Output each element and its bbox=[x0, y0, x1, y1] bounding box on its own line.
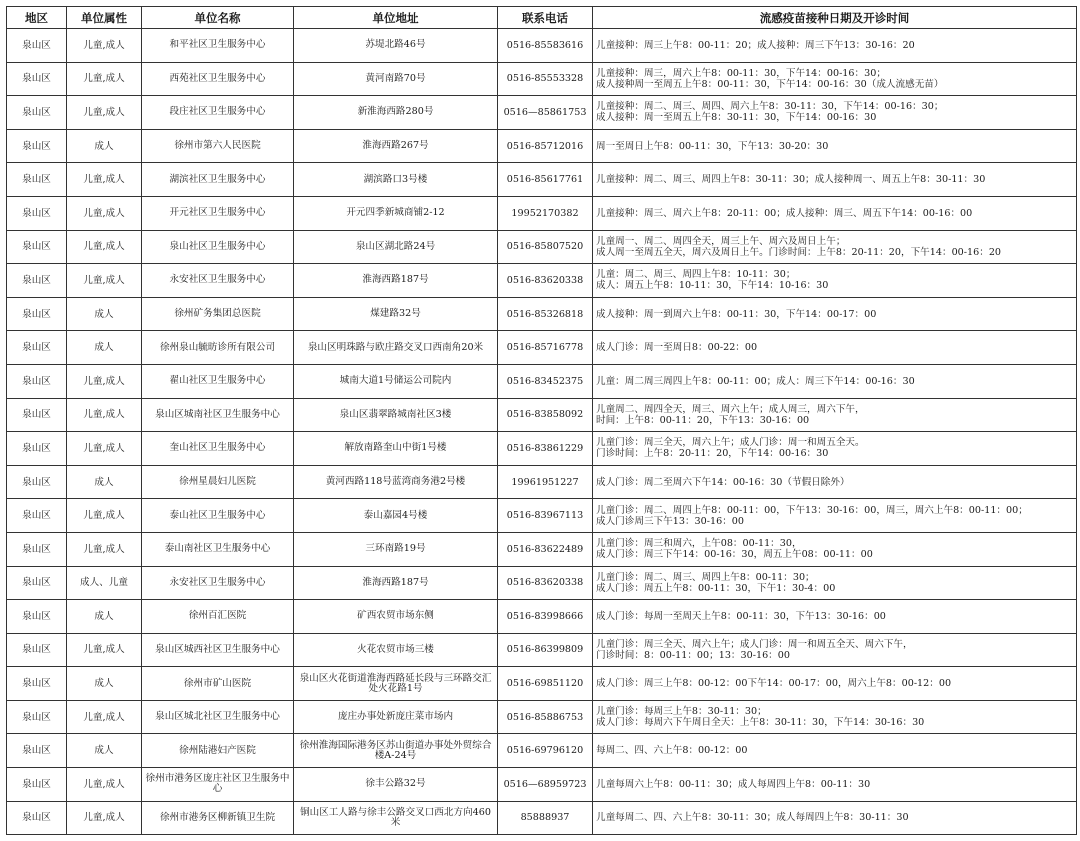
table-row bbox=[7, 499, 1077, 533]
address-cell: 淮海西路187号 bbox=[294, 566, 498, 600]
table-row bbox=[7, 667, 1077, 701]
schedule-cell: 儿童接种：周三上午8：00-11：20；成人接种：周三下午13：30-16：20 bbox=[593, 29, 1077, 63]
type-cell: 儿童,成人 bbox=[67, 768, 142, 802]
schedule-cell: 成人门诊：周三上午8：00-12：00下午14：00-17：00，周六上午8：00-12：00 bbox=[593, 667, 1077, 701]
name-cell: 泰山社区卫生服务中心 bbox=[142, 499, 294, 533]
district-cell: 泉山区 bbox=[7, 364, 67, 398]
type-cell: 儿童,成人 bbox=[67, 700, 142, 734]
type-cell: 儿童,成人 bbox=[67, 532, 142, 566]
address-cell: 火花农贸市场三楼 bbox=[294, 633, 498, 667]
address-cell: 徐丰公路32号 bbox=[294, 768, 498, 802]
table-row bbox=[7, 196, 1077, 230]
type-cell: 儿童,成人 bbox=[67, 801, 142, 835]
header-schedule: 流感疫苗接种日期及开诊时间 bbox=[593, 7, 1077, 29]
name-cell: 泉山区城西社区卫生服务中心 bbox=[142, 633, 294, 667]
schedule-cell: 儿童每周六上午8：00-11：30；成人每周四上午8：00-11：30 bbox=[593, 768, 1077, 802]
table-row bbox=[7, 801, 1077, 835]
phone-cell: 19952170382 bbox=[498, 196, 593, 230]
type-cell: 儿童,成人 bbox=[67, 364, 142, 398]
address-cell: 庞庄办事处新庞庄菜市场内 bbox=[294, 700, 498, 734]
address-cell: 泉山区火花街道淮海西路延长段与三环路交汇处火花路1号 bbox=[294, 667, 498, 701]
address-cell: 泉山区明珠路与欧庄路交叉口西南角20米 bbox=[294, 331, 498, 365]
table-row bbox=[7, 566, 1077, 600]
type-cell: 成人 bbox=[67, 331, 142, 365]
schedule-cell: 儿童每周二、四、六上午8：30-11：30；成人每周四上午8：30-11：30 bbox=[593, 801, 1077, 835]
address-cell: 城南大道1号储运公司院内 bbox=[294, 364, 498, 398]
phone-cell: 0516-83452375 bbox=[498, 364, 593, 398]
address-cell: 淮海西路267号 bbox=[294, 129, 498, 163]
district-cell: 泉山区 bbox=[7, 499, 67, 533]
schedule-cell: 儿童周一、周二、周四全天，周三上午、周六及周日上午； 成人周一至周五全天，周六及周日上午。门诊时间：上午8：20-11：20，下午14：00-16：20 bbox=[593, 230, 1077, 264]
type-cell: 儿童,成人 bbox=[67, 432, 142, 466]
table-body bbox=[7, 29, 1077, 835]
district-cell: 泉山区 bbox=[7, 163, 67, 197]
type-cell: 儿童,成人 bbox=[67, 264, 142, 298]
address-cell: 矿西农贸市场东侧 bbox=[294, 600, 498, 634]
table-row bbox=[7, 432, 1077, 466]
schedule-cell: 儿童：周二周三周四上午8：00-11：00；成人：周三下午14：00-16：30 bbox=[593, 364, 1077, 398]
table-row bbox=[7, 364, 1077, 398]
type-cell: 成人 bbox=[67, 297, 142, 331]
type-cell: 儿童,成人 bbox=[67, 29, 142, 63]
district-cell: 泉山区 bbox=[7, 196, 67, 230]
phone-cell: 0516-85886753 bbox=[498, 700, 593, 734]
district-cell: 泉山区 bbox=[7, 62, 67, 96]
district-cell: 泉山区 bbox=[7, 532, 67, 566]
phone-cell: 0516-85712016 bbox=[498, 129, 593, 163]
type-cell: 成人 bbox=[67, 734, 142, 768]
table-row bbox=[7, 532, 1077, 566]
name-cell: 徐州市第六人民医院 bbox=[142, 129, 294, 163]
type-cell: 成人 bbox=[67, 129, 142, 163]
table-row bbox=[7, 96, 1077, 130]
name-cell: 徐州市矿山医院 bbox=[142, 667, 294, 701]
vaccination-sites-sheet bbox=[6, 6, 1076, 835]
address-cell: 苏堤北路46号 bbox=[294, 29, 498, 63]
table-row bbox=[7, 398, 1077, 432]
district-cell: 泉山区 bbox=[7, 768, 67, 802]
district-cell: 泉山区 bbox=[7, 600, 67, 634]
schedule-cell: 成人门诊：周二至周六下午14：00-16：30（节假日除外） bbox=[593, 465, 1077, 499]
phone-cell: 0516-86399809 bbox=[498, 633, 593, 667]
address-cell: 黄河南路70号 bbox=[294, 62, 498, 96]
schedule-cell: 儿童接种：周三，周六上午8：00-11：30，下午14：00-16：30； 成人接种周一至周五上午8：00-11：30，下午14：00-16：30（成人流感无苗） bbox=[593, 62, 1077, 96]
phone-cell: 85888937 bbox=[498, 801, 593, 835]
address-cell: 黄河西路118号蓝湾商务港2号楼 bbox=[294, 465, 498, 499]
district-cell: 泉山区 bbox=[7, 398, 67, 432]
phone-cell: 0516-85583616 bbox=[498, 29, 593, 63]
address-cell: 淮海西路187号 bbox=[294, 264, 498, 298]
district-cell: 泉山区 bbox=[7, 667, 67, 701]
name-cell: 西苑社区卫生服务中心 bbox=[142, 62, 294, 96]
name-cell: 徐州市港务区柳新镇卫生院 bbox=[142, 801, 294, 835]
schedule-cell: 儿童门诊：周三全天，周六上午；成人门诊：周一和周五全天。 门诊时间：上午8：20-11：20，下午14：00-16：30 bbox=[593, 432, 1077, 466]
table-row bbox=[7, 264, 1077, 298]
table-row bbox=[7, 633, 1077, 667]
address-cell: 新淮海西路280号 bbox=[294, 96, 498, 130]
district-cell: 泉山区 bbox=[7, 331, 67, 365]
address-cell: 泉山区湖北路24号 bbox=[294, 230, 498, 264]
type-cell: 成人 bbox=[67, 465, 142, 499]
name-cell: 泉山区城北社区卫生服务中心 bbox=[142, 700, 294, 734]
schedule-cell: 儿童接种：周二、周三、周四、周六上午8：30-11：30，下午14：00-16：30； 成人接种：周一至周五上午8：30-11：30，下午14：00-16：30 bbox=[593, 96, 1077, 130]
type-cell: 儿童,成人 bbox=[67, 398, 142, 432]
phone-cell: 0516-83998666 bbox=[498, 600, 593, 634]
district-cell: 泉山区 bbox=[7, 432, 67, 466]
district-cell: 泉山区 bbox=[7, 566, 67, 600]
type-cell: 儿童,成人 bbox=[67, 230, 142, 264]
address-cell: 泰山嘉园4号楼 bbox=[294, 499, 498, 533]
district-cell: 泉山区 bbox=[7, 29, 67, 63]
phone-cell: 0516-69796120 bbox=[498, 734, 593, 768]
name-cell: 徐州矿务集团总医院 bbox=[142, 297, 294, 331]
name-cell: 永安社区卫生服务中心 bbox=[142, 264, 294, 298]
schedule-cell: 儿童门诊：每周三上午8：30-11：30； 成人门诊：每周六下午周日全天：上午8：30-11：30，下午14：30-16：30 bbox=[593, 700, 1077, 734]
schedule-cell: 儿童周二、周四全天，周三、周六上午；成人周三，周六下午， 时间：上午8：00-11：20，下午13：30-16：00 bbox=[593, 398, 1077, 432]
phone-cell: 0516-83858092 bbox=[498, 398, 593, 432]
schedule-cell: 儿童门诊：周三全天、周六上午；成人门诊：周一和周五全天、周六下午， 门诊时间：8：00-11：00；13：30-16：00 bbox=[593, 633, 1077, 667]
name-cell: 徐州市港务区庞庄社区卫生服务中心 bbox=[142, 768, 294, 802]
phone-cell: 0516-83620338 bbox=[498, 264, 593, 298]
schedule-cell: 儿童接种：周二、周三、周四上午8：30-11：30；成人接种周一、周五上午8：30-11：30 bbox=[593, 163, 1077, 197]
table-row bbox=[7, 600, 1077, 634]
phone-cell: 0516-69851120 bbox=[498, 667, 593, 701]
table-row bbox=[7, 29, 1077, 63]
district-cell: 泉山区 bbox=[7, 633, 67, 667]
phone-cell: 0516-83861229 bbox=[498, 432, 593, 466]
name-cell: 段庄社区卫生服务中心 bbox=[142, 96, 294, 130]
district-cell: 泉山区 bbox=[7, 700, 67, 734]
schedule-cell: 成人门诊：周一至周日8：00-22：00 bbox=[593, 331, 1077, 365]
address-cell: 三环南路19号 bbox=[294, 532, 498, 566]
type-cell: 儿童,成人 bbox=[67, 633, 142, 667]
address-cell: 煤建路32号 bbox=[294, 297, 498, 331]
phone-cell: 0516-83620338 bbox=[498, 566, 593, 600]
schedule-cell: 周一至周日上午8：00-11：30，下午13：30-20：30 bbox=[593, 129, 1077, 163]
schedule-cell: 儿童：周二、周三、周四上午8：10-11：30； 成人：周五上午8：10-11：30，下午14：10-16：30 bbox=[593, 264, 1077, 298]
district-cell: 泉山区 bbox=[7, 801, 67, 835]
name-cell: 永安社区卫生服务中心 bbox=[142, 566, 294, 600]
address-cell: 湖滨路口3号楼 bbox=[294, 163, 498, 197]
name-cell: 和平社区卫生服务中心 bbox=[142, 29, 294, 63]
schedule-cell: 儿童接种：周三、周六上午8：20-11：00；成人接种：周三、周五下午14：00-16：00 bbox=[593, 196, 1077, 230]
header-type: 单位属性 bbox=[67, 7, 142, 29]
table-row bbox=[7, 297, 1077, 331]
address-cell: 解放南路奎山中街1号楼 bbox=[294, 432, 498, 466]
phone-cell: 0516-83967113 bbox=[498, 499, 593, 533]
type-cell: 儿童,成人 bbox=[67, 196, 142, 230]
phone-cell: 0516-85553328 bbox=[498, 62, 593, 96]
schedule-cell: 儿童门诊：周二、周四上午8：00-11：00，下午13：30-16：00，周三，周六上午8：00-11：00； 成人门诊周三下午13：30-16：00 bbox=[593, 499, 1077, 533]
type-cell: 成人 bbox=[67, 600, 142, 634]
district-cell: 泉山区 bbox=[7, 465, 67, 499]
table-row bbox=[7, 163, 1077, 197]
table-row bbox=[7, 331, 1077, 365]
name-cell: 湖滨社区卫生服务中心 bbox=[142, 163, 294, 197]
address-cell: 开元四季新城商铺2-12 bbox=[294, 196, 498, 230]
header-phone: 联系电话 bbox=[498, 7, 593, 29]
district-cell: 泉山区 bbox=[7, 129, 67, 163]
name-cell: 开元社区卫生服务中心 bbox=[142, 196, 294, 230]
address-cell: 泉山区翡翠路城南社区3楼 bbox=[294, 398, 498, 432]
district-cell: 泉山区 bbox=[7, 297, 67, 331]
name-cell: 翟山社区卫生服务中心 bbox=[142, 364, 294, 398]
header-row bbox=[7, 7, 1077, 29]
type-cell: 成人 bbox=[67, 667, 142, 701]
table-row bbox=[7, 62, 1077, 96]
name-cell: 徐州泉山毓昉诊所有限公司 bbox=[142, 331, 294, 365]
table-row bbox=[7, 768, 1077, 802]
phone-cell: 0516-83622489 bbox=[498, 532, 593, 566]
table-row bbox=[7, 129, 1077, 163]
type-cell: 儿童,成人 bbox=[67, 499, 142, 533]
table-row bbox=[7, 700, 1077, 734]
vaccination-table bbox=[6, 6, 1077, 835]
table-row bbox=[7, 230, 1077, 264]
phone-cell: 0516—68959723 bbox=[498, 768, 593, 802]
schedule-cell: 儿童门诊：周三和周六，上午08：00-11：30， 成人门诊：周三下午14：00-16：30，周五上午08：00-11：00 bbox=[593, 532, 1077, 566]
header-name: 单位名称 bbox=[142, 7, 294, 29]
type-cell: 儿童,成人 bbox=[67, 62, 142, 96]
name-cell: 泰山南社区卫生服务中心 bbox=[142, 532, 294, 566]
address-cell: 徐州淮海国际港务区苏山街道办事处外贸综合楼A-24号 bbox=[294, 734, 498, 768]
schedule-cell: 每周二、四、六上午8：00-12：00 bbox=[593, 734, 1077, 768]
header-address: 单位地址 bbox=[294, 7, 498, 29]
table-row bbox=[7, 734, 1077, 768]
name-cell: 奎山社区卫生服务中心 bbox=[142, 432, 294, 466]
phone-cell: 0516-85716778 bbox=[498, 331, 593, 365]
phone-cell: 0516-85807520 bbox=[498, 230, 593, 264]
name-cell: 徐州星晨妇儿医院 bbox=[142, 465, 294, 499]
district-cell: 泉山区 bbox=[7, 96, 67, 130]
schedule-cell: 成人接种：周一到周六上午8：00-11：30，下午14：00-17：00 bbox=[593, 297, 1077, 331]
type-cell: 儿童,成人 bbox=[67, 163, 142, 197]
district-cell: 泉山区 bbox=[7, 734, 67, 768]
phone-cell: 0516-85617761 bbox=[498, 163, 593, 197]
phone-cell: 0516-85326818 bbox=[498, 297, 593, 331]
district-cell: 泉山区 bbox=[7, 230, 67, 264]
name-cell: 徐州陆港妇产医院 bbox=[142, 734, 294, 768]
district-cell: 泉山区 bbox=[7, 264, 67, 298]
name-cell: 泉山区城南社区卫生服务中心 bbox=[142, 398, 294, 432]
phone-cell: 0516—85861753 bbox=[498, 96, 593, 130]
schedule-cell: 成人门诊：每周一至周天上午8：00-11：30，下午13：30-16：00 bbox=[593, 600, 1077, 634]
name-cell: 徐州百汇医院 bbox=[142, 600, 294, 634]
name-cell: 泉山社区卫生服务中心 bbox=[142, 230, 294, 264]
table-row bbox=[7, 465, 1077, 499]
address-cell: 铜山区工人路与徐丰公路交叉口西北方向460米 bbox=[294, 801, 498, 835]
phone-cell: 19961951227 bbox=[498, 465, 593, 499]
header-district: 地区 bbox=[7, 7, 67, 29]
type-cell: 成人、儿童 bbox=[67, 566, 142, 600]
type-cell: 儿童,成人 bbox=[67, 96, 142, 130]
schedule-cell: 儿童门诊：周二、周三、周四上午8：00-11：30； 成人门诊：周五上午8：00-11：30，下午1：30-4：00 bbox=[593, 566, 1077, 600]
